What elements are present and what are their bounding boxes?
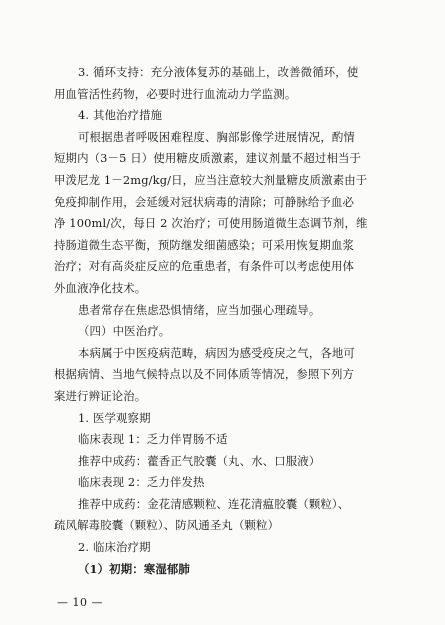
text-line: 3. 循环支持：充分液体复苏的基础上，改善微循环，使 — [78, 65, 359, 79]
page-number: — 10 — — [57, 596, 103, 609]
text-line: 持肠道微生态平衡，预防继发细菌感染；可采用恢复期血浆 — [54, 237, 355, 252]
document-body — [54, 62, 400, 580]
text-line: 疏风解毒胶囊（颗粒）、防风通圣丸（颗粒） — [54, 518, 280, 533]
text-line: 用血管活性药物，必要时进行血流动力学监测。 — [54, 86, 297, 101]
text-line: 短期内（3－5 日）使用糖皮质激素，建议剂量不超过相当于 — [54, 151, 362, 166]
text-line: 案进行辨证论治。 — [54, 388, 147, 403]
text-line: 可根据患者呼吸困难程度、胸部影像学进展情况，酌情 — [78, 129, 355, 144]
text-line: 治疗；对有高炎症反应的危重患者，有条件可以考虑使用体 — [54, 259, 355, 274]
text-line: 患者常存在焦虑恐惧情绪，应当加强心理疏导。 — [78, 302, 321, 317]
text-line: 推荐中成药：金花清感颗粒、连花清瘟胶囊（颗粒）、 — [78, 496, 350, 511]
text-line: 本病属于中医疫病范畴，病因为感受疫戾之气，各地可 — [78, 345, 355, 360]
text-line: 甲泼尼龙 1－2mg/kg/日，应当注意较大剂量糖皮质激素由于 — [54, 172, 368, 187]
text-line: 外血液净化技术。 — [54, 280, 147, 295]
subsection-heading: （1）初期：寒湿郁肺 — [78, 561, 190, 576]
text-line: 推荐中成药：藿香正气胶囊（丸、水、口服液） — [78, 453, 321, 468]
section-heading: 2. 临床治疗期 — [78, 540, 151, 555]
text-line: 根据病情、当地气候特点以及不同体质等情况，参照下列方 — [54, 367, 355, 382]
text-line: 临床表现 1：乏力伴胃肠不适 — [78, 432, 228, 447]
section-heading: （四）中医治疗。 — [78, 324, 171, 339]
text-line: 净 100ml/次，每日 2 次治疗；可使用肠道微生态调节剂，维 — [54, 216, 368, 231]
text-line: 临床表现 2：乏力伴发热 — [78, 475, 205, 490]
text-line: 免疫抑制作用，会延缓对冠状病毒的清除；可静脉给予血必 — [54, 194, 355, 209]
section-heading: 4. 其他治疗措施 — [78, 108, 163, 123]
section-heading: 1. 医学观察期 — [78, 410, 151, 425]
